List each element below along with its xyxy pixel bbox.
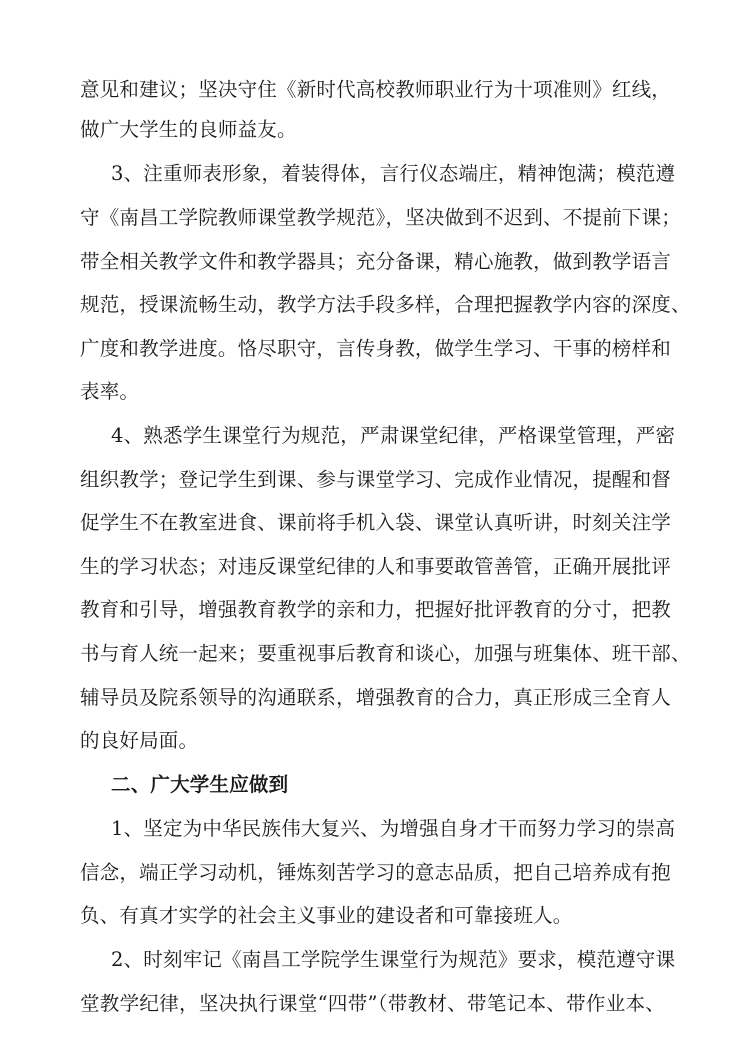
text-line: 守《南昌工学院教师课堂教学规范》，坚决做到不迟到、不提前下课； bbox=[80, 206, 681, 229]
text-line: 3、注重师表形象，着装得体，言行仪态端庄，精神饱满；模范遵 bbox=[111, 162, 676, 185]
text-line: 生的学习状态；对违反课堂纪律的人和事要敢管善管，正确开展批评 bbox=[80, 555, 672, 578]
text-line: 表率。 bbox=[80, 380, 140, 403]
text-line: 意见和建议；坚决守住《新时代高校教师职业行为十项准则》红线， bbox=[80, 78, 672, 101]
text-line: 的良好局面。 bbox=[80, 729, 199, 752]
text-line: 负、有真才实学的社会主义事业的建设者和可靠接班人。 bbox=[80, 904, 573, 927]
section-heading: 二、广大学生应做到 bbox=[111, 773, 289, 796]
text-line: 做广大学生的良师益友。 bbox=[80, 118, 297, 141]
text-line: 带全相关教学文件和教学器具；充分备课，精心施教，做到教学语言 bbox=[80, 250, 672, 273]
text-line: 组织教学；登记学生到课、参与课堂学习、完成作业情况，提醒和督 bbox=[80, 468, 672, 491]
text-line: 2、时刻牢记《南昌工学院学生课堂行为规范》要求，模范遵守课 bbox=[111, 948, 676, 971]
text-line: 规范，授课流畅生动，教学方法手段多样，合理把握教学内容的深度、 bbox=[80, 293, 691, 316]
text-line: 信念，端正学习动机，锤炼刻苦学习的意志品质，把自己培养成有抱 bbox=[80, 861, 672, 884]
text-line: 4、熟悉学生课堂行为规范，严肃课堂纪律，严格课堂管理，严密 bbox=[111, 424, 676, 447]
text-line: 教育和引导，增强教育教学的亲和力，把握好批评教育的分寸，把教 bbox=[80, 598, 672, 621]
text-line: 广度和教学进度。恪尽职守，言传身教，做学生学习、干事的榜样和 bbox=[80, 337, 672, 360]
text-line: 1、坚定为中华民族伟大复兴、为增强自身才干而努力学习的崇高 bbox=[111, 817, 676, 840]
text-line: 书与育人统一起来；要重视事后教育和谈心，加强与班集体、班干部、 bbox=[80, 642, 691, 665]
text-line: 辅导员及院系领导的沟通联系，增强教育的合力，真正形成三全育人 bbox=[80, 686, 672, 709]
text-line: 促学生不在教室进食、课前将手机入袋、课堂认真听讲，时刻关注学 bbox=[80, 511, 672, 534]
text-line: 堂教学纪律，坚决执行课堂“四带”（带教材、带笔记本、带作业本、 bbox=[80, 992, 665, 1015]
